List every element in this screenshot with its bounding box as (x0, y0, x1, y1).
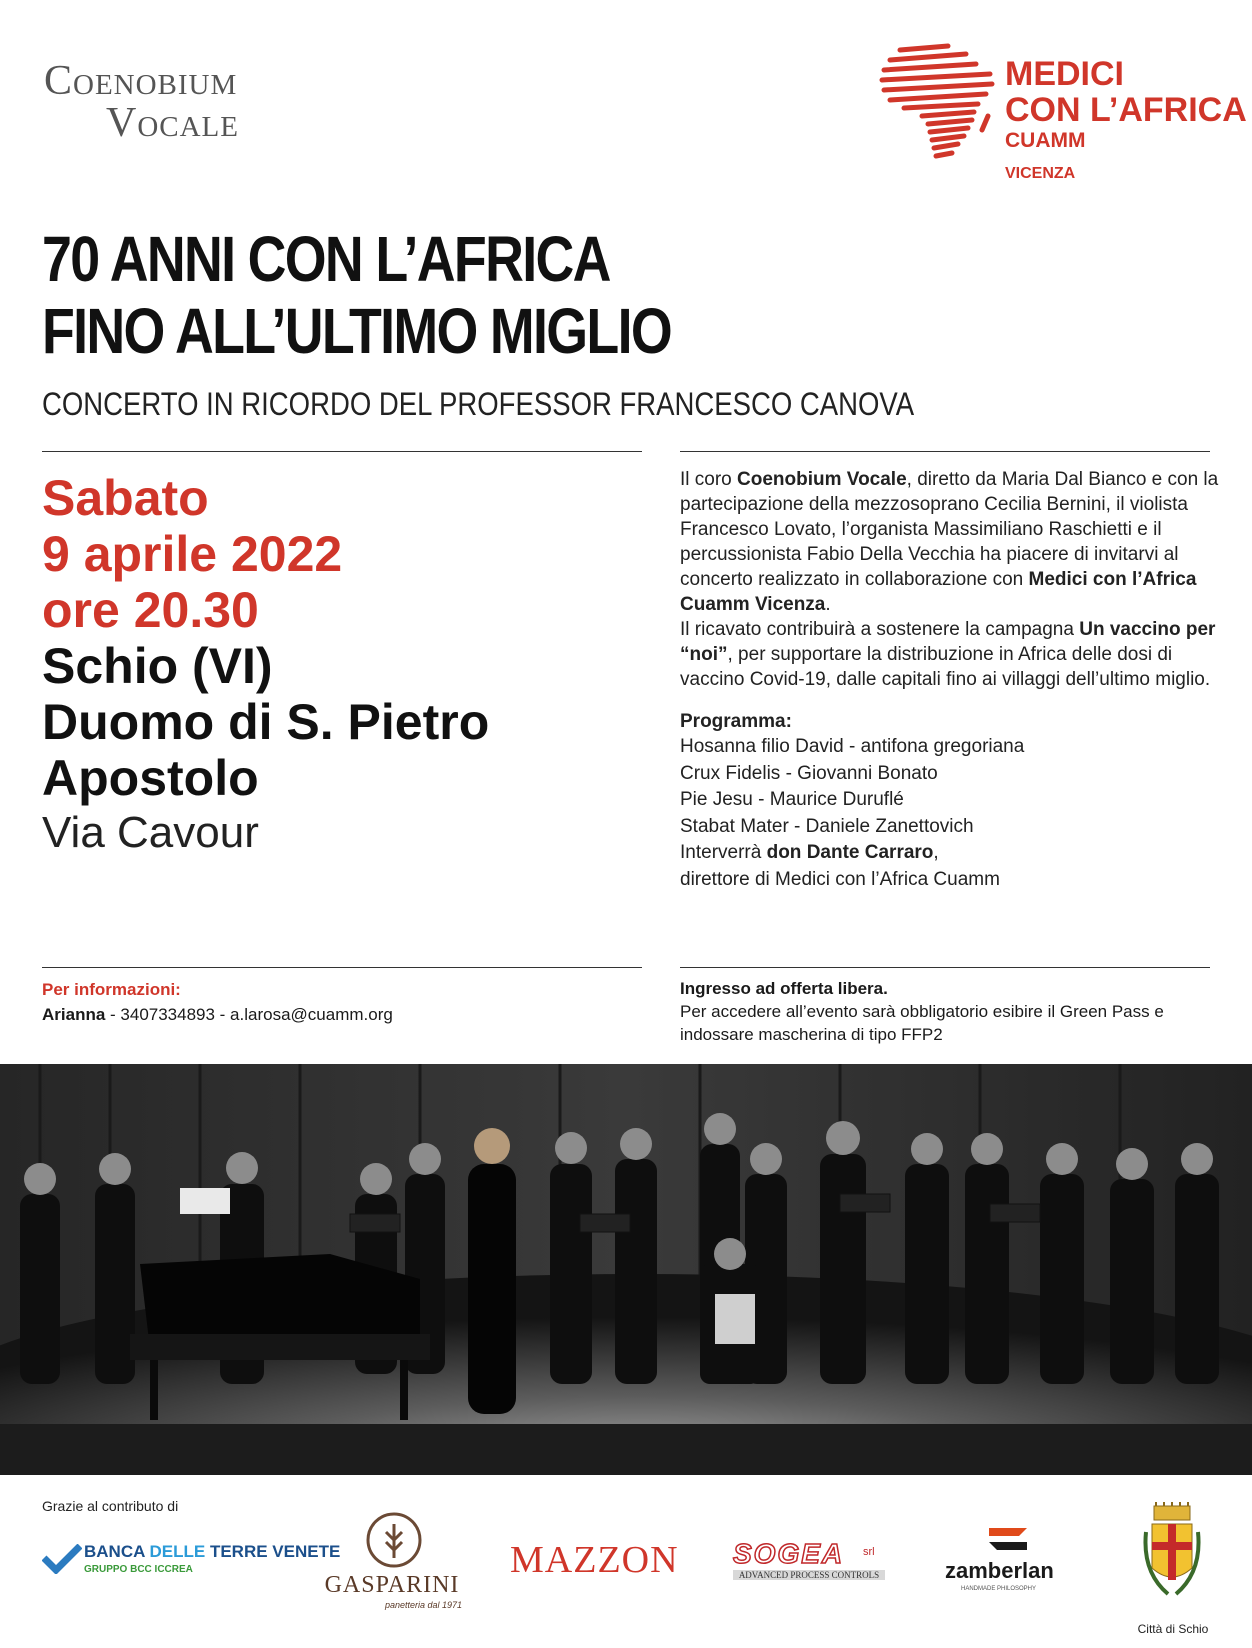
zamberlan-mark-icon (985, 1524, 1031, 1556)
text: , diretto da Maria Dal Bianco e con la partecipazione della mezzosoprano Cecilia Bernini, il violista Francesco Lovato, l’organista Massimiliano Raschietti e il percussionista Fabio Della Vecchia ha piacere di invitarvi al concerto realizzato in collaborazione con (680, 469, 1219, 590)
sogea-logo (733, 1538, 885, 1582)
program-item: Hosanna filio David - antifona gregoriana (680, 736, 1025, 757)
event-description (680, 467, 1220, 894)
logo-line: Coenobium (44, 58, 238, 104)
contact-name: Arianna (42, 1005, 106, 1024)
banca-name: TERRE VENETE (209, 1542, 341, 1561)
text: , (933, 842, 939, 864)
zamberlan-logo (945, 1524, 1075, 1594)
schio-label: Città di Schio (1137, 1622, 1209, 1636)
event-date: 9 aprile 2022 (42, 526, 343, 582)
divider (680, 451, 1210, 452)
text: , per supportare la distribuzione in Africa delle dosi di vaccino Covid-19, dalle capitali fino ai villaggi dell’ultimo miglio. (680, 644, 1211, 690)
program-item: Stabat Mater - Daniele Zanettovich (680, 815, 974, 837)
page-subtitle: CONCERTO IN RICORDO DEL PROFESSOR FRANCESCO CANOVA (42, 386, 915, 422)
text: Interverrà (680, 842, 767, 864)
description-paragraph (680, 617, 1220, 692)
contact-details: - 3407334893 - a.larosa@cuamm.org (105, 1005, 393, 1024)
program-item: Crux Fidelis - Giovanni Bonato (680, 762, 938, 784)
event-venue: Apostolo (42, 750, 259, 806)
org-name: Medici con l’Africa Cuamm Vicenza (680, 569, 1197, 615)
zamberlan-name: zamberlan (945, 1558, 1054, 1583)
citta-di-schio-logo (1128, 1502, 1218, 1642)
speaker-name: don Dante Carraro (766, 842, 934, 864)
entry-info (680, 977, 1220, 1046)
text: Il ricavato contribuirà a sostenere la campagna (680, 619, 1080, 640)
contact-info (42, 977, 393, 1027)
campaign-name: Un vaccino per “noi” (680, 619, 1216, 665)
event-city: Schio (VI) (42, 638, 273, 694)
program-note: direttore di Medici con l’Africa Cuamm (680, 868, 1000, 890)
wheat-icon (366, 1512, 422, 1568)
sponsors-label: Grazie al contributo di (42, 1498, 179, 1514)
title-line-1: 70 ANNI CON L’AFRICA (42, 223, 610, 295)
africa-map-icon (878, 42, 998, 172)
sogea-sub: ADVANCED PROCESS CONTROLS (733, 1570, 885, 1580)
program-list (680, 734, 1220, 894)
divider (680, 967, 1210, 968)
program-title: Programma: (680, 711, 792, 732)
info-label: Per informazioni: (42, 980, 181, 999)
contact-line (42, 1002, 393, 1027)
logo-line: MEDICI (1005, 55, 1124, 93)
description-paragraph (680, 467, 1220, 617)
event-venue: Duomo di S. Pietro (42, 694, 490, 750)
event-street: Via Cavour (42, 808, 259, 857)
choir-name: Coenobium Vocale (737, 469, 907, 490)
divider (42, 451, 642, 452)
program-item: Pie Jesu - Maurice Duruflé (680, 789, 904, 811)
page-title (42, 223, 671, 367)
check-icon (42, 1544, 82, 1574)
zamberlan-sub: HANDMADE PHILOSOPHY (961, 1586, 1037, 1592)
text: . (825, 594, 831, 615)
entry-text: Per accedere all’evento sarà obbligatorio esibire il Green Pass e indossare mascherina di tipo FFP2 (680, 1002, 1164, 1044)
logo-line: CON L’AFRICA (1005, 91, 1247, 129)
title-line-2: FINO ALL’ULTIMO MIGLIO (42, 295, 671, 367)
logo-line: Vocale (106, 100, 239, 146)
medici-con-africa-logo (1005, 56, 1247, 194)
event-time: ore 20.30 (42, 582, 259, 638)
banca-name: DELLE (149, 1542, 210, 1561)
event-details (42, 470, 642, 860)
divider (42, 967, 642, 968)
banca-terre-venete-logo (42, 1540, 341, 1590)
concert-photo (0, 1064, 1252, 1475)
gasparini-name: GASPARINI (324, 1572, 460, 1598)
text: Il coro (680, 469, 738, 490)
coenobium-vocale-logo (44, 60, 334, 155)
sogea-name: SOGEA (733, 1538, 845, 1569)
entry-title: Ingresso ad offerta libera. (680, 979, 888, 998)
banca-name: BANCA (84, 1542, 150, 1561)
logo-line: CUAMM (1005, 129, 1086, 152)
mazzon-logo: MAZZON (510, 1539, 679, 1581)
coat-of-arms-icon (1142, 1502, 1202, 1612)
program-note (680, 840, 1220, 867)
banca-group: GRUPPO BCC ICCREA (84, 1564, 193, 1575)
gasparini-sub: panetteria dal 1971 (384, 1600, 462, 1610)
sogea-srl: srl (863, 1546, 875, 1558)
logo-line: VICENZA (1005, 165, 1076, 182)
event-day: Sabato (42, 470, 209, 526)
gasparini-logo (322, 1512, 462, 1608)
